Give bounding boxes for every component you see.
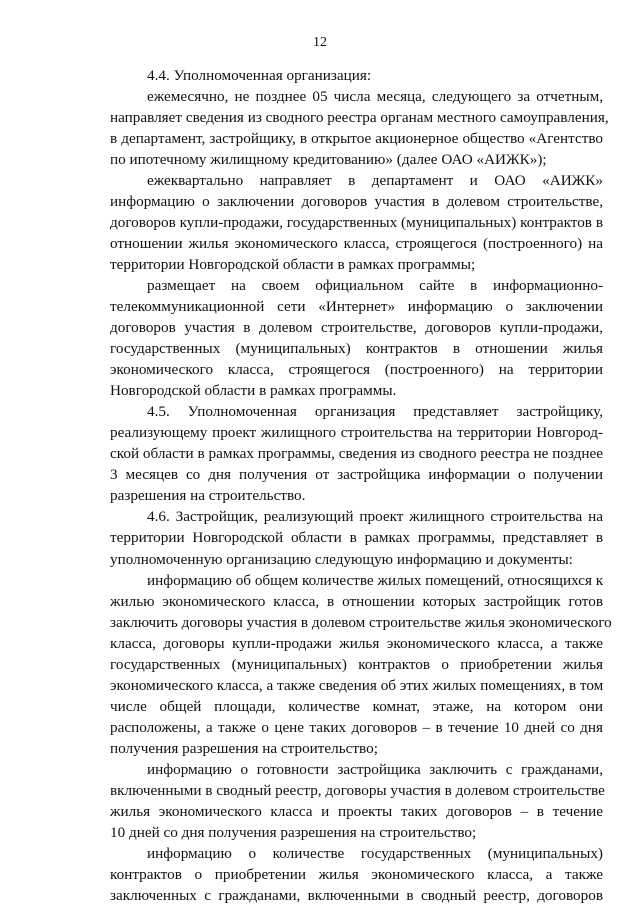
text-line: получения разрешения на строительство; (110, 739, 378, 757)
text-line: информацию о готовности застройщика заключить с гражданами, (147, 760, 603, 778)
text-line: включенными в сводный реестр, договоры участия в долевом строительстве (110, 781, 605, 799)
text-line: экономического класса, строящегося (построенного) на территории (110, 361, 603, 379)
text-line: 4.4. Уполномоченная организация: (147, 67, 372, 84)
text-line: уполномоченную организацию следующую информацию и документы: (110, 550, 573, 568)
text-line: в департамент, застройщику, в открытое акционерное общество «Агентство (110, 130, 603, 148)
text-line: ской области в рамках программы, сведения из сводного реестра не позднее (110, 445, 603, 463)
text-line: государственных (муниципальных) контрактов о приобретении жилья (110, 655, 603, 673)
text-line: ежемесячно, не позднее 05 числа месяца, следующего за отчетным, (147, 88, 603, 105)
text-line: размещает на своем официальном сайте в информационно- (147, 277, 603, 295)
text-line: 3 месяцев со дня получения от застройщика информации о получении (110, 466, 603, 484)
text-line: 4.5. Уполномоченная организация представляет застройщику, (147, 403, 603, 421)
text-line: телекоммуникационной сети «Интернет» информацию о заключении (110, 298, 603, 316)
page-number: 12 (313, 35, 327, 50)
text-line: разрешения на строительство. (110, 487, 306, 505)
text-line: реализующему проект жилищного строительства на территории Новгород- (110, 424, 603, 442)
text-line: договоров купли-продажи, государственных (муниципальных) контрактов в (110, 214, 603, 232)
text-line: договоров участия в долевом строительстве, договоров купли-продажи, (110, 319, 603, 337)
text-line: информацию о заключении договоров участия в долевом строительстве, (110, 193, 603, 211)
text-line: жилья экономического класса и проекты таких договоров – в течение (110, 802, 603, 820)
text-line: территории Новгородской области в рамках программы, представляет в (110, 529, 603, 547)
text-line: класса, договоры купли-продажи жилья экономического класса, а также (110, 634, 603, 652)
text-line: информацию об общем количестве жилых помещений, относящихся к (147, 571, 604, 589)
text-line: направляет сведения из сводного реестра органам местного самоуправления, (110, 109, 609, 126)
text-line: заключить договоры участия в долевом строительстве жилья экономического (110, 613, 612, 631)
text-line: жилью экономического класса, в отношении которых застройщик готов (110, 592, 603, 610)
text-line: 10 дней со дня получения разрешения на строительство; (110, 823, 477, 841)
text-line: Новгородской области в рамках программы. (110, 382, 397, 400)
text-line: 4.6. Застройщик, реализующий проект жилищного строительства на (147, 508, 603, 526)
text-line: контрактов о приобретении жилья экономического класса, а также (110, 865, 603, 883)
text-line: отношении жилья экономического класса, строящегося (построенного) на (110, 235, 603, 253)
text-line: заключенных с гражданами, включенными в сводный реестр, договоров (110, 886, 603, 904)
text-line: по ипотечному жилищному кредитованию» (далее ОАО «АИЖК»); (110, 151, 547, 169)
text-line: числе общей площади, количестве комнат, этаже, на котором они (110, 697, 603, 715)
text-line: информацию о количестве государственных (муниципальных) (147, 844, 603, 862)
text-line: расположены, а также о цене таких договоров – в течение 10 дней со дня (110, 718, 603, 736)
text-line: территории Новгородской области в рамках программы; (110, 256, 476, 274)
text-line: экономического класса, а также сведения об этих жилых помещениях, в том (110, 676, 604, 694)
text-line: государственных (муниципальных) контрактов в отношении жилья (110, 340, 603, 358)
text-line: ежеквартально направляет в департамент и ОАО «АИЖК» (147, 172, 603, 190)
